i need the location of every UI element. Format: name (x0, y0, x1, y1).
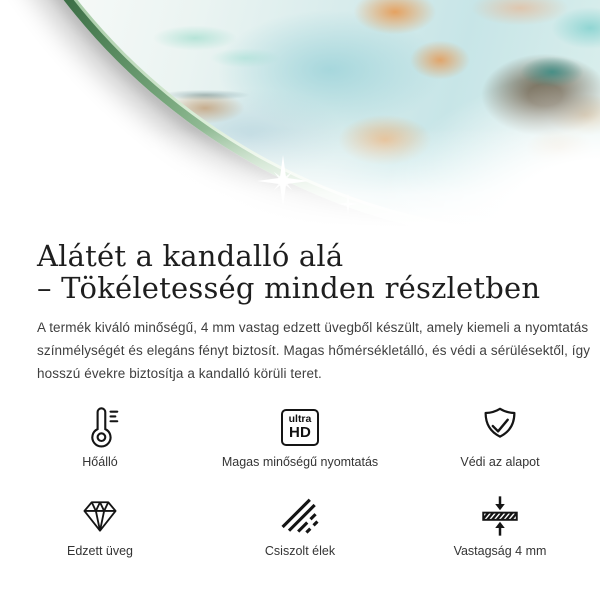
thermometer-icon (77, 402, 123, 452)
thickness-arrows-icon (477, 491, 523, 541)
description-line: A termék kiváló minőségű, 4 mm vastag edzett üvegből készült, amely kiemeli a nyomtatás (37, 320, 589, 335)
feature-label: Vastagság 4 mm (453, 544, 547, 558)
feature-item-polished-edges (200, 491, 400, 560)
product-image (0, 0, 600, 234)
polished-edge-stripes-icon (278, 491, 322, 541)
feature-label: Edzett üveg (66, 544, 133, 558)
feature-label: Hőálló (82, 455, 118, 469)
ultra-hd-icon-text-top: ultra (288, 413, 312, 425)
description-line: hosszú évekre biztosítja a kandalló körüli teret. (37, 366, 322, 381)
feature-item-hd-print (200, 402, 400, 471)
text-block (0, 240, 600, 385)
ultra-hd-icon (281, 402, 319, 452)
feature-item-thickness (400, 491, 600, 560)
feature-label: Védi az alapot (460, 455, 540, 469)
feature-item-tempered-glass (0, 491, 200, 560)
description-line: színmélységét és elegáns fényt biztosít. Magas hőmérsékletálló, és védi a sérülésektől, így (37, 343, 591, 358)
product-description (37, 316, 591, 385)
feature-item-protects-base (400, 402, 600, 471)
ultra-hd-icon-text-bottom: HD (288, 424, 312, 441)
title-line-1: Alátét a kandalló alá (37, 239, 344, 273)
page-title (37, 240, 563, 304)
feature-item-heat-resistant (0, 402, 200, 471)
diamond-icon (77, 491, 123, 541)
feature-label: Csiszolt élek (264, 544, 336, 558)
feature-label: Magas minőségű nyomtatás (221, 455, 379, 469)
glass-disc-artwork (0, 0, 600, 234)
shield-check-icon (477, 402, 523, 452)
title-line-2: – Tökéletesség minden részletben (37, 271, 541, 305)
feature-grid (0, 402, 600, 560)
